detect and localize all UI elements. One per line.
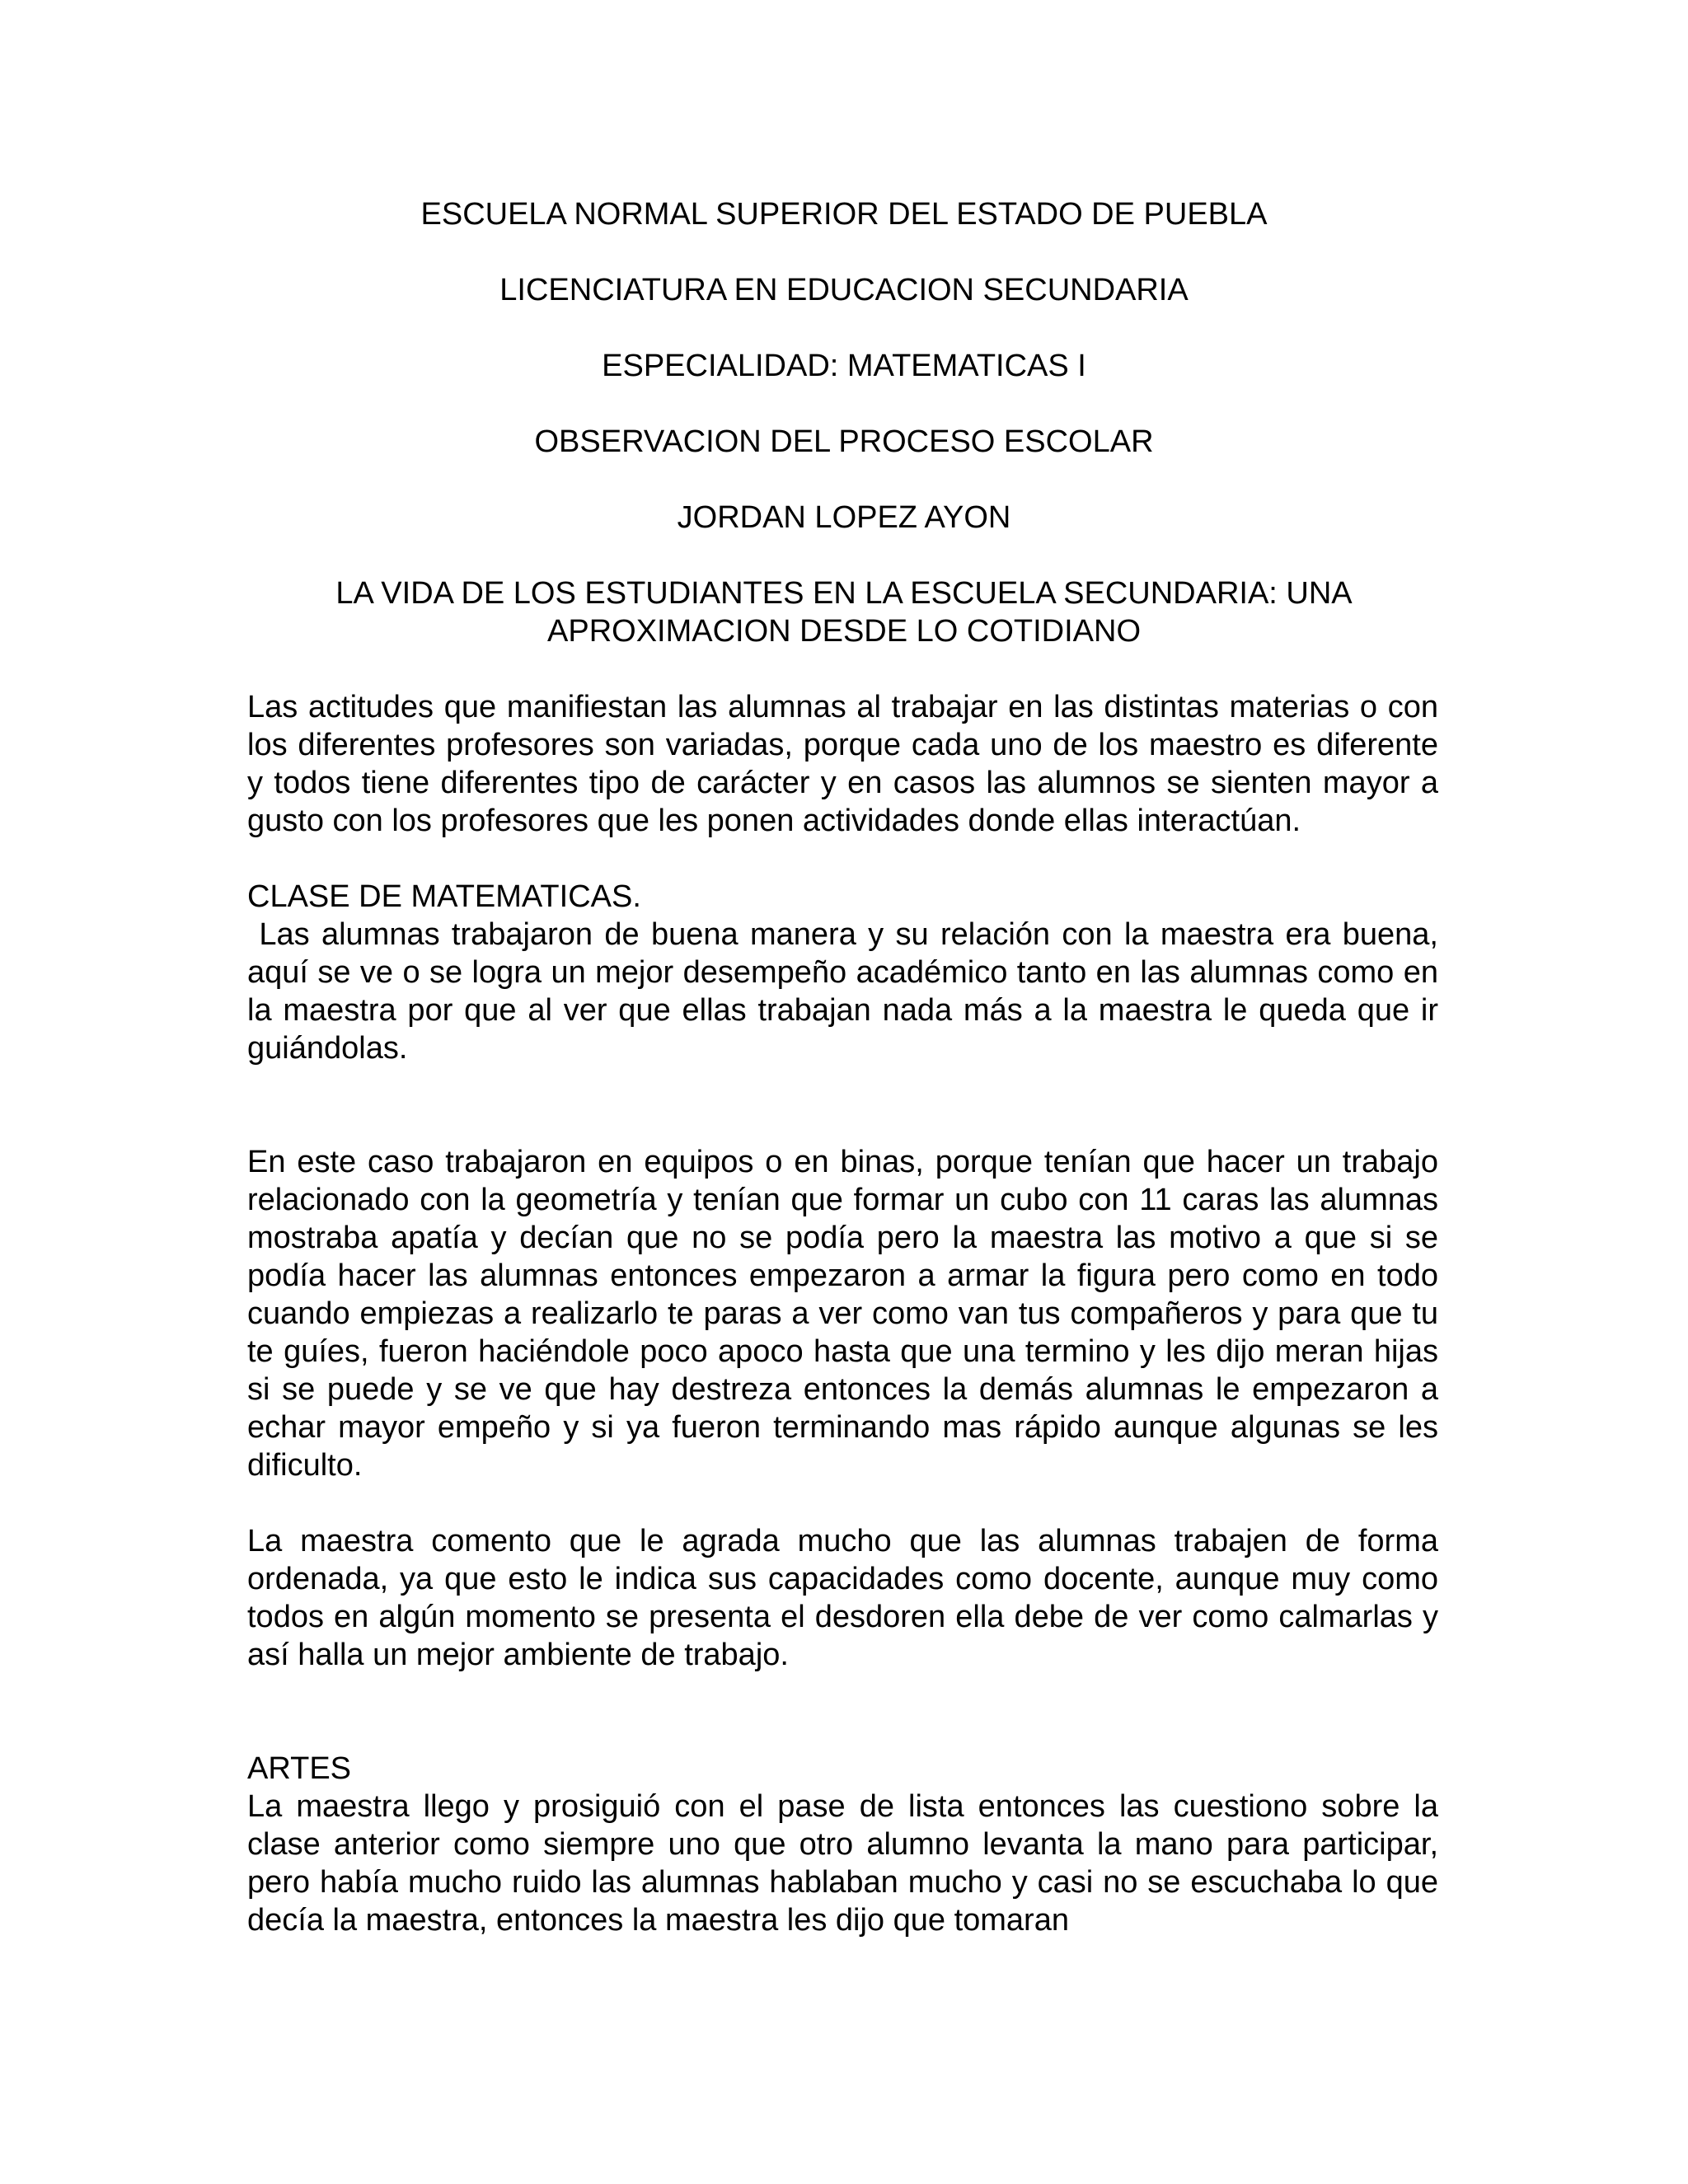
math-section-title: CLASE DE MATEMATICAS.: [247, 879, 641, 914]
math-paragraph-3-block: [247, 1522, 1438, 1674]
math-paragraph-1: Las alumnas trabajaron de buena manera y su relación con la maestra era buena, aquí se ve o se logra un mejor desempeño académico tanto en las alumnas como en la maestra por que al ver que ellas trabajan nada más a la maestra le queda que ir guiándolas.: [247, 917, 1447, 1066]
intro-paragraph: [247, 688, 1438, 840]
arts-paragraph-1: La maestra llego y prosiguió con el pase de lista entonces las cuestiono sobre la clase anterior como siempre uno que otro alumno levanta la mano para participar, pero había mucho ruido las alumnas hablaban mucho y casi no se escuchaba lo que decía la maestra, entonces la maestra les dijo que tomaran: [247, 1789, 1438, 1938]
math-paragraph-2: En este caso trabajaron en equipos o en binas, porque tenían que hacer un trabajo relacionado con la geometría y tenían que formar un cubo con 11 caras las alumnas mostraba apatía y decían que no se podía pero la maestra las motivo a que si se podía hacer las alumnas entonces empezaron a armar la figura pero como en todo cuando empiezas a realizarlo te paras a ver como van tus compañeros y para que tu te guíes, fueron haciéndole poco apoco hasta que una termino y les dijo meran hijas si se puede y se ve que hay destreza entonces la demás alumnas le empezaron a echar mayor empeño y si ya fueron terminando mas rápido aunque algunas se les dificulto.: [247, 1145, 1438, 1483]
arts-section-title: ARTES: [247, 1751, 352, 1786]
degree-name: LICENCIATURA EN EDUCACION SECUNDARIA: [499, 273, 1189, 307]
math-paragraph-3: La maestra comento que le agrada mucho que las alumnas trabajen de forma ordenada, ya que esto le indica sus capacidades como docente, aunque muy como todos en algún momento se presenta el desdoren ella debe de ver como calmarlas y así halla un mejor ambiente de trabajo.: [247, 1524, 1438, 1672]
school-name: ESCUELA NORMAL SUPERIOR DEL ESTADO DE PUEBLA: [420, 197, 1268, 232]
author-name: JORDAN LOPEZ AYON: [677, 500, 1011, 535]
specialty-name: ESPECIALIDAD: MATEMATICAS I: [602, 349, 1086, 383]
math-section: [247, 878, 1447, 1067]
arts-section: [247, 1750, 1438, 1939]
math-paragraph-2-block: [247, 1143, 1438, 1484]
intro-text: Las actitudes que manifiestan las alumnas al trabajar en las distintas materias o con los diferentes profesores son variadas, porque cada uno de los maestro es diferente y todos tiene diferentes tipo de carácter y en casos las alumnos se sienten mayor a gusto con los profesores que les ponen actividades donde ellas interactúan.: [247, 690, 1438, 838]
course-name: OBSERVACION DEL PROCESO ESCOLAR: [534, 424, 1154, 459]
document-title: LA VIDA DE LOS ESTUDIANTES EN LA ESCUELA SECUNDARIA: UNA APROXIMACION DESDE LO COTIDIANO: [335, 576, 1353, 649]
